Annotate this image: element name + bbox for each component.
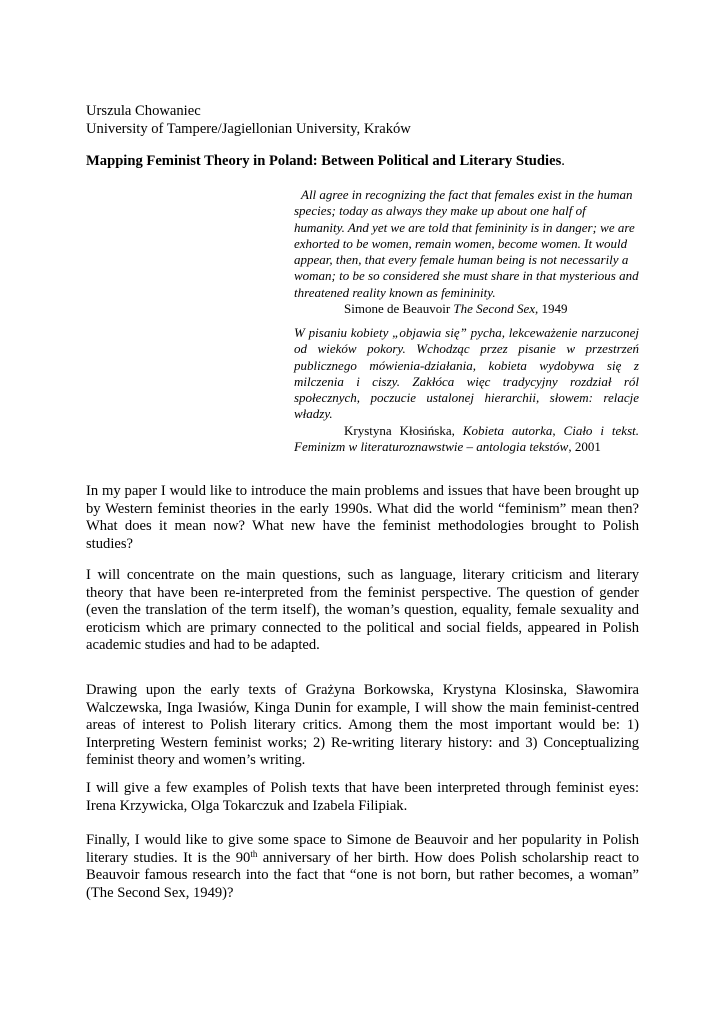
epigraph-beauvoir-author: Simone de Beauvoir: [344, 301, 451, 317]
epigraph-beauvoir-year: , 1949: [535, 301, 568, 317]
epigraph-klosinska-work2: Ciało i tekst.: [563, 422, 639, 438]
paragraph-5-start: Finally, I would like to give some space to Simone de Beauvoir and her popularity in Polish literary studies. It is the 90: [86, 832, 639, 866]
epigraph-beauvoir-work: The Second Sex: [453, 301, 535, 317]
epigraph-klosinska-year: , 2001: [568, 439, 601, 455]
epigraph-klosinska-attribution: [294, 423, 639, 439]
epigraph-klosinska: [294, 325, 639, 455]
paper-title-end: .: [561, 153, 565, 169]
epigraph-beauvoir: [294, 187, 639, 317]
epigraph-klosinska-work3: Feminizm w literaturoznawstwie – antologia tekstów: [294, 439, 569, 455]
epigraph-klosinska-sep: ,: [552, 422, 564, 438]
paragraph-1: In my paper I would like to introduce the main problems and issues that have been brought up by Western feminist theories in the early 1990s. What did the world “feminism” mean then? What does it mean now? What new have the feminist methodologies brought to Polish studies?: [86, 483, 639, 552]
epigraph-beauvoir-attribution: [294, 301, 639, 317]
paragraph-4: I will give a few examples of Polish texts that have been interpreted through feminist eyes: Irena Krzywicka, Olga Tokarczuk and Izabela Filipiak.: [86, 780, 639, 814]
epigraph-klosinska-author: Krystyna Kłosińska,: [344, 422, 463, 438]
author-affiliation: University of Tampere/Jagiellonian University, Kraków: [86, 120, 411, 137]
epigraph-klosinska-text: W pisaniu kobiety „objawia się” pycha, lekceważenie narzuconej od wieków pokory. Wchodząc przez pisanie w przestrzeń publicznego mówienia-działania, kobieta wydobywa się z milczenia i ciszy. Zakłóca więc tradycyjny rozdział ról społecznych, poczucie ustalonej hierarchii, słowem: relacje władzy.: [294, 325, 639, 422]
epigraph-klosinska-work1: Kobieta autorka: [462, 422, 553, 438]
paragraph-3: Drawing upon the early texts of Grażyna Borkowska, Krystyna Klosinska, Sławomira Walczewska, Inga Iwasiów, Kinga Dunin for example, I will show the main feminist-centred areas of interest to Polish literary critics. Among them the most important would be: 1) Interpreting Western feminist works; 2) Re-writing literary history: and 3) Conceptualizing feminist theory and women’s writing.: [86, 682, 639, 768]
author-block: [86, 103, 646, 138]
paper-title-line: [86, 153, 565, 171]
paragraph-5-end: anniversary of her birth. How does Polish scholarship react to Beauvoir famous research into the fact that “one is not born, but rather becomes, a woman” (The Second Sex, 1949)?: [86, 849, 640, 901]
epigraph-klosinska-attribution-2: [294, 439, 639, 455]
ordinal-suffix: th: [250, 848, 258, 859]
paragraph-5: [86, 832, 639, 902]
paper-title: Mapping Feminist Theory in Poland: Between Political and Literary Studies: [86, 153, 562, 169]
epigraph-beauvoir-text: All agree in recognizing the fact that females exist in the human species; today as always they make up about one half of humanity. And yet we are told that femininity is in danger; we are exhorted to be women, remain women, become women. It would appear, then, that every female human being is not necessarily a woman; to be so considered she must share in that mysterious and threatened reality known as femininity.: [294, 187, 639, 300]
author-name: Urszula Chowaniec: [86, 103, 201, 119]
paragraph-2: I will concentrate on the main questions, such as language, literary criticism and literary theory that have been re-interpreted from the feminist perspective. The question of gender (even the translation of the term itself), the woman’s question, equality, female sexuality and eroticism which are primary connected to the political and social fields, appeared in Polish academic studies and had to be adapted.: [86, 567, 639, 653]
